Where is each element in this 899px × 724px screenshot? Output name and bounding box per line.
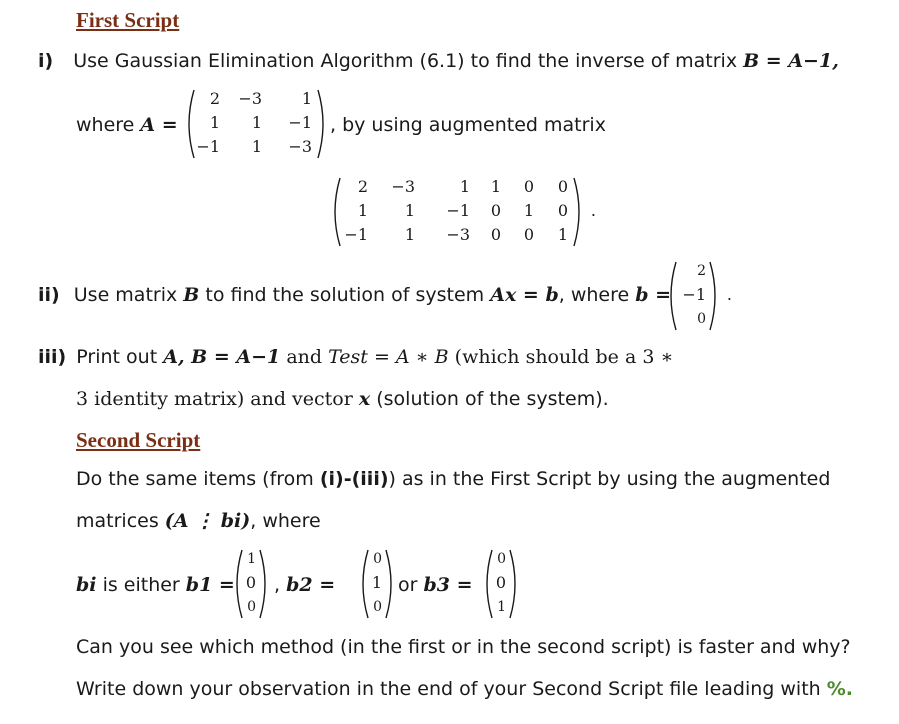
b-period: . <box>726 285 732 304</box>
matrix-a <box>182 88 342 160</box>
b3-cell: 0 <box>497 551 506 567</box>
b3-label: b3 = <box>423 574 473 596</box>
aug-cell: 1 <box>459 177 470 196</box>
where-word: where <box>76 114 135 136</box>
item-i-line <box>38 50 839 72</box>
b2-cell: 0 <box>373 599 382 615</box>
aug-cell: 0 <box>523 177 534 196</box>
vector-b3 <box>480 548 540 620</box>
second-line1-text: Do the same items (from <box>76 468 314 490</box>
where-a-label <box>76 114 178 136</box>
second-line1-rest: ) as in the First Script by using the augmented <box>388 468 831 490</box>
aug-cell: −1 <box>344 225 368 244</box>
second-line2-text: matrices <box>76 510 159 532</box>
b2-label-wrap: , b2 = <box>274 574 336 596</box>
item-iii-line2-text2: (solution of the system). <box>376 388 609 410</box>
aug-cell: −3 <box>391 177 415 196</box>
aug-cell: 0 <box>557 177 568 196</box>
item-ii-label: ii) <box>38 284 60 306</box>
b1-label: b1 = <box>185 574 235 596</box>
bi-text: is either <box>102 574 180 596</box>
aug-cell: 1 <box>404 225 415 244</box>
aug-cell: 0 <box>557 201 568 220</box>
augmented-intro: , by using augmented matrix <box>330 114 606 136</box>
aug-cell: −3 <box>446 225 470 244</box>
a-cell: −1 <box>196 137 220 156</box>
item-iii-text2: and <box>286 346 323 368</box>
b2-label: b2 = <box>286 574 336 596</box>
second-line1-bold: (i)-(iii) <box>319 468 389 490</box>
aug-cell: 2 <box>357 177 368 196</box>
item-ii-text1: Use matrix <box>73 284 178 306</box>
right-paren <box>708 260 722 332</box>
a-cell: 1 <box>251 137 262 156</box>
aug-cell: 1 <box>404 201 415 220</box>
observation-line <box>76 678 853 700</box>
vector-b <box>664 260 744 332</box>
a-symbol: A = <box>140 114 178 136</box>
a-cell: 1 <box>209 113 220 132</box>
right-paren <box>384 548 398 620</box>
b2-cell: 0 <box>373 551 382 567</box>
aug-cell: −1 <box>446 201 470 220</box>
item-ii-text2: to find the solution of system <box>205 284 485 306</box>
left-paren <box>182 88 196 160</box>
right-paren <box>258 548 272 620</box>
b3-label-wrap <box>398 574 473 596</box>
b3-cell: 0 <box>495 573 506 592</box>
observation-text: Write down your observation in the end of your Second Script file leading with <box>76 678 821 700</box>
b1-cell: 1 <box>247 551 256 567</box>
b-symbol: B <box>183 284 200 306</box>
x-symbol: x <box>358 388 371 410</box>
item-iii-text3: (which should be a 3 ∗ <box>454 346 674 368</box>
b-cell: 2 <box>697 263 706 279</box>
item-ii-line <box>38 284 671 306</box>
aug-cell: 1 <box>357 201 368 220</box>
augmented-notation: (A ⋮ bi) <box>164 510 251 532</box>
item-iii-line2-text1: 3 identity matrix) and vector <box>76 388 353 410</box>
aug-period: . <box>590 201 596 220</box>
a-cell: −1 <box>288 113 312 132</box>
or-text: or <box>398 574 418 596</box>
aug-cell: 1 <box>557 225 568 244</box>
item-iii-label: iii) <box>38 346 67 368</box>
item-iii-math2: Test = A ∗ B <box>328 346 449 368</box>
second-line1 <box>76 468 830 490</box>
aug-cell: 0 <box>490 201 501 220</box>
item-iii-line1 <box>38 346 673 368</box>
item-i-label: i) <box>38 50 54 72</box>
b-eq-label: b = <box>635 284 672 306</box>
b3-cell: 1 <box>497 599 506 615</box>
first-script-heading: First Script <box>76 8 180 32</box>
bi-label: bi <box>76 574 97 596</box>
aug-cell: 0 <box>523 225 534 244</box>
item-iii-math1: A, B = A−1 <box>163 346 281 368</box>
b2-cell: 1 <box>371 573 382 592</box>
right-paren <box>316 88 330 160</box>
b-cell: −1 <box>682 285 706 304</box>
aug-cell: 1 <box>523 201 534 220</box>
augmented-matrix <box>328 176 608 248</box>
item-iii-line2 <box>76 388 609 410</box>
b1-cell: 0 <box>245 573 256 592</box>
item-i-equation: B = A−1, <box>743 50 839 72</box>
a-cell: −3 <box>238 89 262 108</box>
percent-sign: %. <box>826 678 854 700</box>
b-cell: 0 <box>697 311 706 327</box>
second-script-heading: Second Script <box>76 428 201 452</box>
a-cell: −3 <box>288 137 312 156</box>
second-line2 <box>76 510 321 532</box>
system-equation: Ax = b <box>490 284 559 306</box>
right-paren <box>572 176 586 248</box>
b1-cell: 0 <box>247 599 256 615</box>
question-line: Can you see which method (in the first or in the second script) is faster and why? <box>76 636 851 658</box>
right-paren <box>508 548 522 620</box>
aug-cell: 0 <box>490 225 501 244</box>
a-cell: 1 <box>251 113 262 132</box>
a-cell: 2 <box>209 89 220 108</box>
second-line2-rest: , where <box>250 510 321 532</box>
bi-line-start <box>76 574 235 596</box>
item-ii-text3: , where <box>558 284 630 306</box>
a-cell: 1 <box>301 89 312 108</box>
item-iii-text1: Print out <box>76 346 158 368</box>
aug-cell: 1 <box>490 177 501 196</box>
item-i-text: Use Gaussian Elimination Algorithm (6.1) to find the inverse of matrix <box>73 50 738 72</box>
